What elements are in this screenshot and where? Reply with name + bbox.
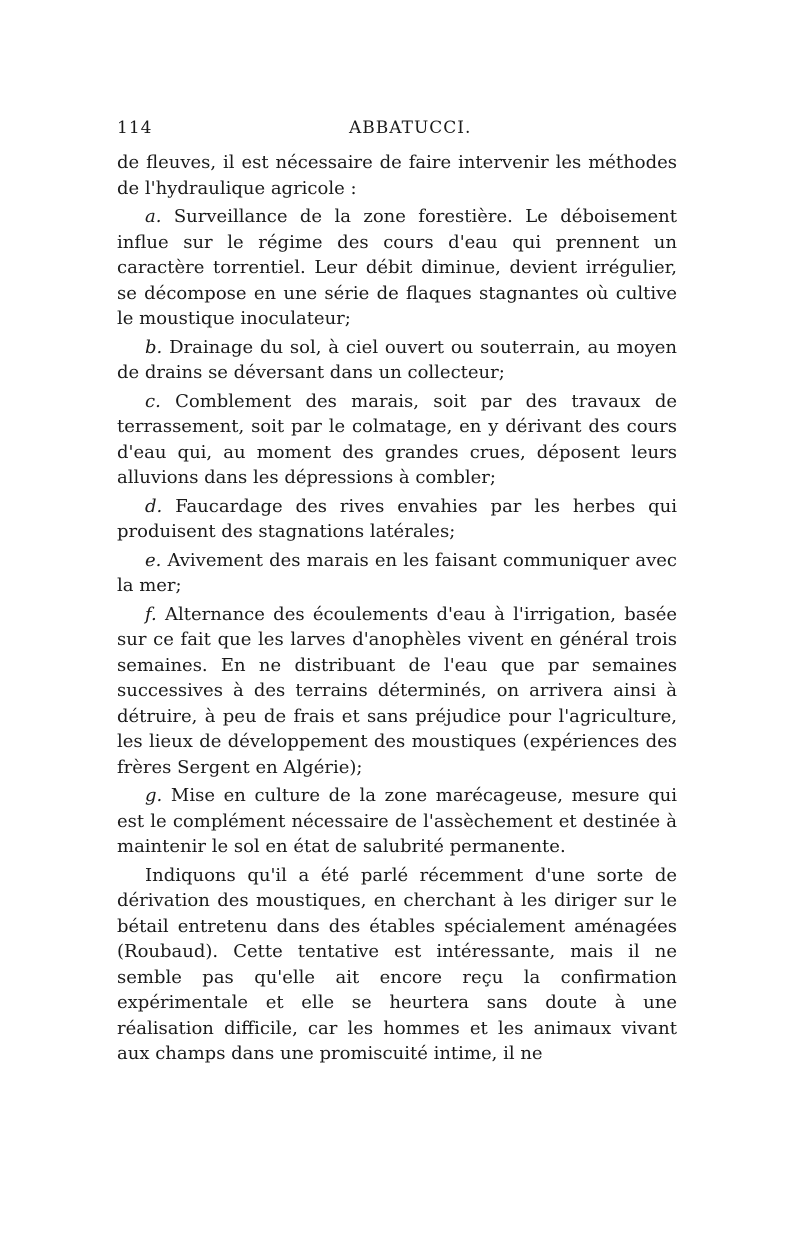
item-text: Mise en culture de la zone marécageuse, mesure qui est le complément nécessaire de l'assèchement et destinée à maintenir le sol en état de salubrité permanente. <box>117 785 677 857</box>
item-text: Surveillance de la zone forestière. Le déboisement influe sur le régime des cours d'eau qui prennent un caractère torrentiel. Leur débit diminue, devient irrégulier, se décompose en une série de flaques stagnantes où cultive le moustique inoculateur; <box>117 206 677 329</box>
list-item-c <box>117 389 677 491</box>
paragraph-intro <box>117 150 677 201</box>
list-item-a <box>117 204 677 332</box>
item-text: Comblement des marais, soit par des travaux de terrassement, soit par le colmatage, en y dérivant des cours d'eau qui, au moment des grandes crues, déposent leurs alluvions dans les dépressions à combler; <box>117 390 677 488</box>
list-item-e <box>117 548 677 599</box>
body-text <box>117 150 677 1067</box>
item-text: Drainage du sol, à ciel ouvert ou souterrain, au moyen de drains se déversant dans un collecteur; <box>117 336 677 383</box>
item-letter: c. <box>145 390 161 412</box>
item-letter: b. <box>145 336 163 358</box>
item-text: Avivement des marais en les faisant communiquer avec la mer; <box>117 549 677 596</box>
list-item-g <box>117 783 677 860</box>
page-header <box>117 118 677 150</box>
item-letter: e. <box>145 549 162 571</box>
item-text: Faucardage des rives envahies par les herbes qui produisent des stagnations latérales; <box>117 495 677 542</box>
book-page <box>117 118 677 1067</box>
list-item-d <box>117 494 677 545</box>
item-text: Alternance des écoulements d'eau à l'irrigation, basée sur ce fait que les larves d'anophèles vivent en général trois semaines. En ne distribuant de l'eau que par semaines successives à des terrains déterminés, on arrivera ainsi à détruire, à peu de frais et sans préjudice pour l'agriculture, les lieux de développement des moustiques (expériences des frères Sergent en Algérie); <box>117 603 677 778</box>
list-item-f <box>117 602 677 781</box>
page-number: 114 <box>117 118 153 138</box>
paragraph-text: de fleuves, il est nécessaire de faire intervenir les méthodes de l'hydraulique agricole : <box>117 152 677 199</box>
running-head: ABBATUCCI. <box>349 118 472 138</box>
paragraph-text: Indiquons qu'il a été parlé récemment d'une sorte de dérivation des moustiques, en cherchant à les diriger sur le bétail entretenu dans des étables spécialement aménagées (Roubaud). Cette tentative est intéressante, mais il ne semble pas qu'elle ait encore reçu la confirmation expérimentale et elle se heurtera sans doute à une réalisation difficile, car les hommes et les animaux vivant aux champs dans une promiscuité intime, il ne <box>117 864 677 1064</box>
item-letter: d. <box>145 495 163 517</box>
item-letter: a. <box>145 206 162 227</box>
item-letter: g. <box>145 785 163 806</box>
paragraph-closing <box>117 863 677 1067</box>
item-letter: f. <box>145 603 157 625</box>
list-item-b <box>117 335 677 386</box>
